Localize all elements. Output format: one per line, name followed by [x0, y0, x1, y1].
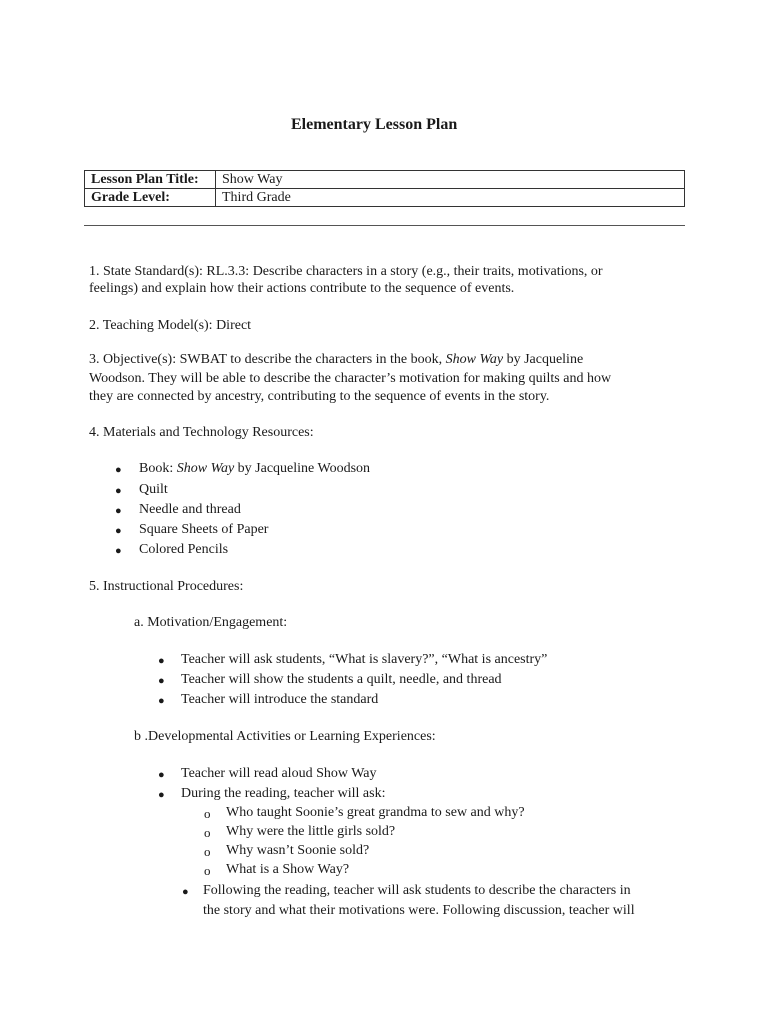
objective-line-3: they are connected by ancestry, contributing to the sequence of events in the story. — [89, 389, 550, 404]
lesson-title-value: Show Way — [216, 171, 685, 189]
bullet-icon: ● — [158, 655, 165, 667]
lesson-info-table — [84, 170, 685, 207]
bullet-icon: ● — [158, 695, 165, 707]
motivation-item: Teacher will ask students, “What is slavery?”, “What is ancestry” — [181, 652, 548, 667]
teaching-model: 2. Teaching Model(s): Direct — [89, 318, 252, 333]
materials-item: Square Sheets of Paper — [139, 522, 269, 537]
question-item: Why wasn’t Soonie sold? — [226, 843, 370, 858]
objective-text: 3. Objective(s): SWBAT to describe the characters in the book, — [89, 352, 446, 367]
objective-author: by Jacqueline — [503, 352, 584, 367]
question-item: Who taught Soonie’s great grandma to sew and why? — [226, 805, 525, 820]
standard-line-2: feelings) and explain how their actions contribute to the sequence of events. — [89, 281, 515, 296]
materials-item-book — [139, 460, 370, 478]
bullet-icon: ● — [158, 769, 165, 781]
bullet-icon: ● — [158, 789, 165, 801]
bullet-icon: ● — [115, 464, 122, 476]
bullet-icon: ● — [115, 485, 122, 497]
objective-line-1 — [89, 351, 583, 369]
following-line-1: Following the reading, teacher will ask students to describe the characters in — [203, 883, 631, 898]
book-title: Show Way — [176, 461, 235, 476]
bullet-icon: ● — [182, 886, 189, 898]
materials-item: Needle and thread — [139, 502, 241, 517]
book-prefix: Book: — [139, 461, 177, 476]
bullet-icon: ● — [115, 525, 122, 537]
sub-bullet-icon: o — [204, 825, 211, 840]
following-line-2: the story and what their motivations were. Following discussion, teacher will — [203, 903, 635, 918]
lesson-title-label: Lesson Plan Title: — [85, 171, 216, 189]
motivation-heading: a. Motivation/Engagement: — [134, 615, 288, 630]
grade-level-value: Third Grade — [216, 189, 685, 207]
page-title: Elementary Lesson Plan — [291, 116, 458, 133]
procedures-heading: 5. Instructional Procedures: — [89, 579, 244, 594]
grade-level-label: Grade Level: — [85, 189, 216, 207]
objective-line-2: Woodson. They will be able to describe the character’s motivation for making quilts and how — [89, 371, 612, 386]
motivation-item: Teacher will introduce the standard — [181, 692, 379, 707]
sub-bullet-icon: o — [204, 806, 211, 821]
bullet-icon: ● — [115, 505, 122, 517]
bullet-icon: ● — [158, 675, 165, 687]
question-item: Why were the little girls sold? — [226, 824, 396, 839]
developmental-item: During the reading, teacher will ask: — [181, 786, 386, 801]
sub-bullet-icon: o — [204, 844, 211, 859]
bullet-icon: ● — [115, 545, 122, 557]
developmental-heading: b .Developmental Activities or Learning Experiences: — [134, 729, 436, 744]
table-row — [85, 171, 685, 189]
divider — [84, 225, 685, 226]
book-title: Show Way — [445, 352, 504, 367]
developmental-item: Teacher will read aloud Show Way — [181, 766, 377, 781]
materials-heading: 4. Materials and Technology Resources: — [89, 425, 314, 440]
materials-item: Quilt — [139, 482, 168, 497]
materials-item: Colored Pencils — [139, 542, 229, 557]
table-row — [85, 189, 685, 207]
question-item: What is a Show Way? — [226, 862, 350, 877]
motivation-item: Teacher will show the students a quilt, needle, and thread — [181, 672, 502, 687]
book-author: by Jacqueline Woodson — [234, 461, 371, 476]
standard-line-1: 1. State Standard(s): RL.3.3: Describe characters in a story (e.g., their traits, motivations, or — [89, 264, 603, 279]
sub-bullet-icon: o — [204, 863, 211, 878]
